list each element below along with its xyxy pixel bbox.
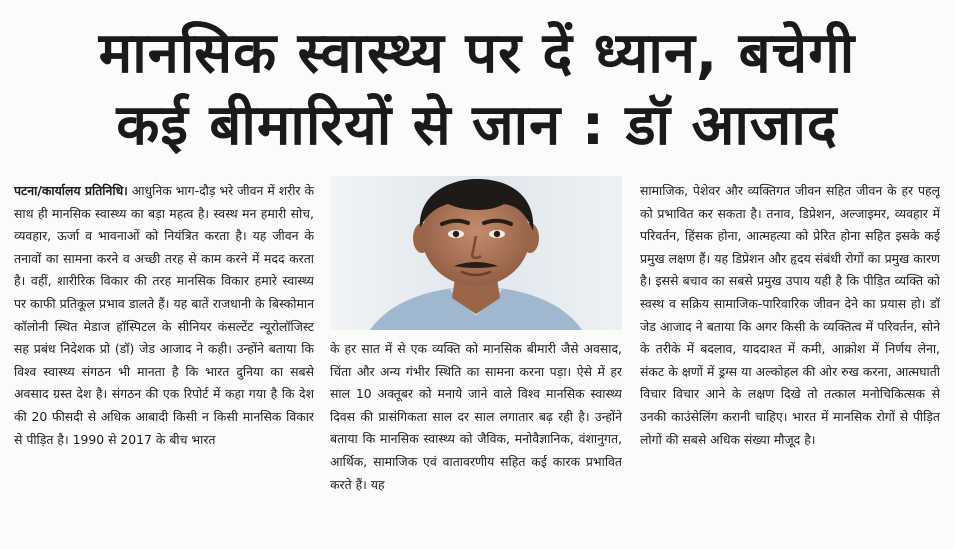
column-2-text: के हर सात में से एक व्यक्ति को मानसिक बीमारी जैसे अवसाद, चिंता और अन्य गंभीर स्थिति का सामना करना पड़ा। ऐसे में हर साल 10 अक्तूबर को मनाये जाने वाले विश्व मानसिक स्वास्थ्य दिवस की प्रासंगिकता साल दर साल लगातार बढ़ रही है। उन्होंने बताया कि मानसिक स्वास्थ्य को जैविक, मनोवैज्ञानिक, वंशानुगत, आर्थिक, सामाजिक एवं वातावरणीय सहित कई कारक प्रभावित करते हैं। यह [330, 341, 622, 492]
portrait-photo-icon [330, 176, 622, 330]
headline-line-1: मानसिक स्वास्थ्य पर दें ध्यान, बचेगी [98, 21, 856, 86]
column-1-text: आधुनिक भाग-दौड़ भरे जीवन में शरीर के साथ ही मानसिक स्वास्थ्य का बड़ा महत्व है। स्वस्थ मन हमारी सोच, व्यवहार, ऊर्जा व भावनाओं को नियंत्रित करता है। यह जीवन के तनावों का सामना करने व अच्छी तरह से काम करने में मदद करता है। वहीं, शारीरिक विकार की तरह मानसिक विकार हमारे स्वास्थ्य पर काफी प्रतिकूल प्रभाव डालते हैं। यह बातें राजधानी के बिस्कोमान कॉलोनी स्थित मेडाज हॉस्पिटल के सीनियर कंसल्टेंट न्यूरोलॉजिस्ट सह प्रबंध निदेशक प्रो (डॉ) जेड आजाद ने कही। उन्होंने बताया कि विश्व स्वास्थ्य संगठन भी मानता है कि भारत दुनिया का सबसे अवसाद ग्रस्त देश है। संगठन की एक रिपोर्ट में कहा गया है कि देश की 20 फीसदी से अधिक आबादी किसी न किसी मानसिक विकार से पीड़ित है। 1990 से 2017 के बीच भारत [14, 183, 314, 447]
article-column-2 [330, 338, 622, 546]
article-column-1 [14, 180, 314, 546]
column-3-text: सामाजिक, पेशेवर और व्यक्तिगत जीवन सहित जीवन के हर पहलू को प्रभावित कर सकता है। तनाव, डिप्रेशन, अल्जाइमर, व्यवहार में परिवर्तन, हिंसक होना, आत्महत्या को प्रेरित होना सहित इसके कई प्रमुख लक्षण हैं। यह डिप्रेशन और हृदय संबंधी रोगों का प्रमुख कारण है। इससे बचाव का सबसे प्रमुख उपाय यही है कि पीड़ित व्यक्ति को स्वस्थ व सक्रिय सामाजिक-पारिवारिक जीवन देने का प्रयास हो। डॉ जेड आजाद ने बताया कि अगर किसी के व्यक्तित्व में परिवर्तन, सोने के तरीके में बदलाव, याददाश्त में कमी, आक्रोश में निर्णय लेना, संकट के क्षणों में ड्रग्स या अल्कोहल की ओर रुख करना, आत्मघाती विचार विचार आने के लक्षण दिखे तो तत्काल मनोचिकित्सक से उनकी काउंसेलिंग करानी चाहिए। भारत में मानसिक रोगों से पीड़ित लोगों की सबसे अधिक संख्या मौजूद है। [640, 183, 940, 447]
dateline: पटना/कार्यालय प्रतिनिधि। [14, 183, 128, 198]
article-column-3 [640, 180, 940, 546]
headline-line-2: कई बीमारियों से जान : डॉ आजाद [116, 93, 838, 158]
portrait-photo [330, 176, 622, 330]
